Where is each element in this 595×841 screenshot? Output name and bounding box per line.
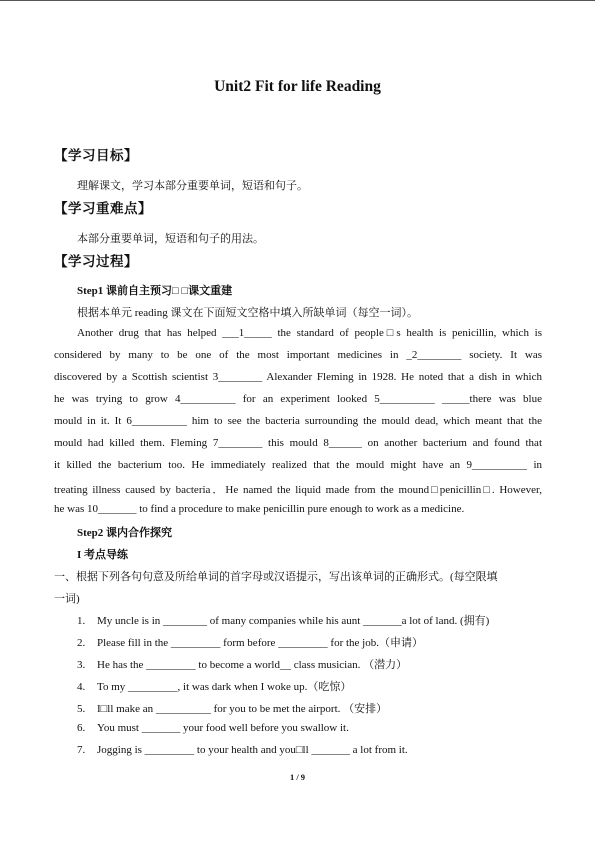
item-text: He has the _________ to become a world__ class musician. （潜力） (97, 659, 408, 671)
key-points-text: 本部分重要单词，短语和句子的用法。 (77, 233, 264, 245)
passage-line-7: it killed the bacterium too. He immediately realized that the mould might have an 9__________ in (54, 459, 542, 471)
passage-line-1: Another drug that has helped ___1_____ the standard of people□s health is penicillin, which is (77, 327, 542, 339)
item-number: 4. (77, 681, 86, 693)
item-number: 6. (77, 722, 86, 734)
exercise-item (77, 634, 423, 650)
process-heading: 【学习过程】 (54, 254, 138, 270)
item-text: To my _________, it was dark when I woke up.（吃惊） (97, 681, 352, 693)
passage-line-3: discovered by a Scottish scientist 3________ Alexander Fleming in 1928. He noted that a dish in which (54, 371, 542, 383)
passage-line-4: he was trying to grow 4__________ for an experiment looked 5__________ _____there was blue (54, 393, 542, 405)
exercise-item (77, 656, 407, 672)
passage-line-8: treating illness caused by bacteria．He named the liquid made from the mound□penicillin□. However, (54, 484, 542, 496)
step1-heading: Step1 课前自主预习□ □课文重建 (77, 285, 233, 297)
exercise-item (77, 678, 351, 694)
goal-heading: 【学习目标】 (54, 148, 138, 164)
passage-line-2: considered by many to be one of the most important medicines in _2________ society. It was (54, 349, 542, 361)
step2-heading: Step2 课内合作探究 (77, 527, 173, 539)
exercise-item (77, 700, 387, 716)
item-text: Please fill in the _________ form before _________ for the job.（申请） (97, 637, 423, 649)
exercise-instruction-cont: 一词) (54, 593, 80, 605)
item-text: Jogging is _________ to your health and you□ll _______ a lot from it. (97, 744, 408, 756)
item-number: 1. (77, 615, 86, 627)
item-number: 7. (77, 744, 86, 756)
step1-instruction: 根据本单元 reading 课文在下面短文空格中填入所缺单词（每空一词）。 (77, 307, 418, 319)
item-number: 3. (77, 659, 86, 671)
passage-line-6: mould had killed them. Fleming 7________ this mould 8______ on another bacterium and found that (54, 437, 542, 449)
item-text: My uncle is in ________ of many companies while his aunt _______a lot of land. (拥有) (97, 615, 490, 627)
exercise-item (77, 744, 408, 756)
top-rule (0, 0, 595, 1)
passage-line-9: he was 10_______ to find a procedure to make penicillin pure enough to work as a medicine. (54, 503, 465, 515)
passage-line-5: mould in it. It 6__________ him to see the bacteria surrounding the mould dead, which meant that the (54, 415, 542, 427)
item-number: 5. (77, 703, 86, 715)
exercise-instruction: 一、根据下列各句句意及所给单词的首字母或汉语提示，写出该单词的正确形式。(每空限填 (54, 571, 498, 583)
exercise-item (77, 612, 489, 628)
item-text: I□ll make an __________ for you to be met the airport. （安排） (97, 703, 388, 715)
key-points-heading: 【学习重难点】 (54, 201, 152, 217)
item-number: 2. (77, 637, 86, 649)
document-title: Unit2 Fit for life Reading (214, 78, 381, 95)
page-number: 1 / 9 (289, 772, 306, 782)
item-text: You must _______ your food well before you swallow it. (97, 722, 349, 734)
goal-text: 理解课文，学习本部分重要单词，短语和句子。 (77, 180, 308, 192)
exercise-item (77, 722, 349, 734)
step2-subheading: I 考点导练 (77, 549, 129, 561)
